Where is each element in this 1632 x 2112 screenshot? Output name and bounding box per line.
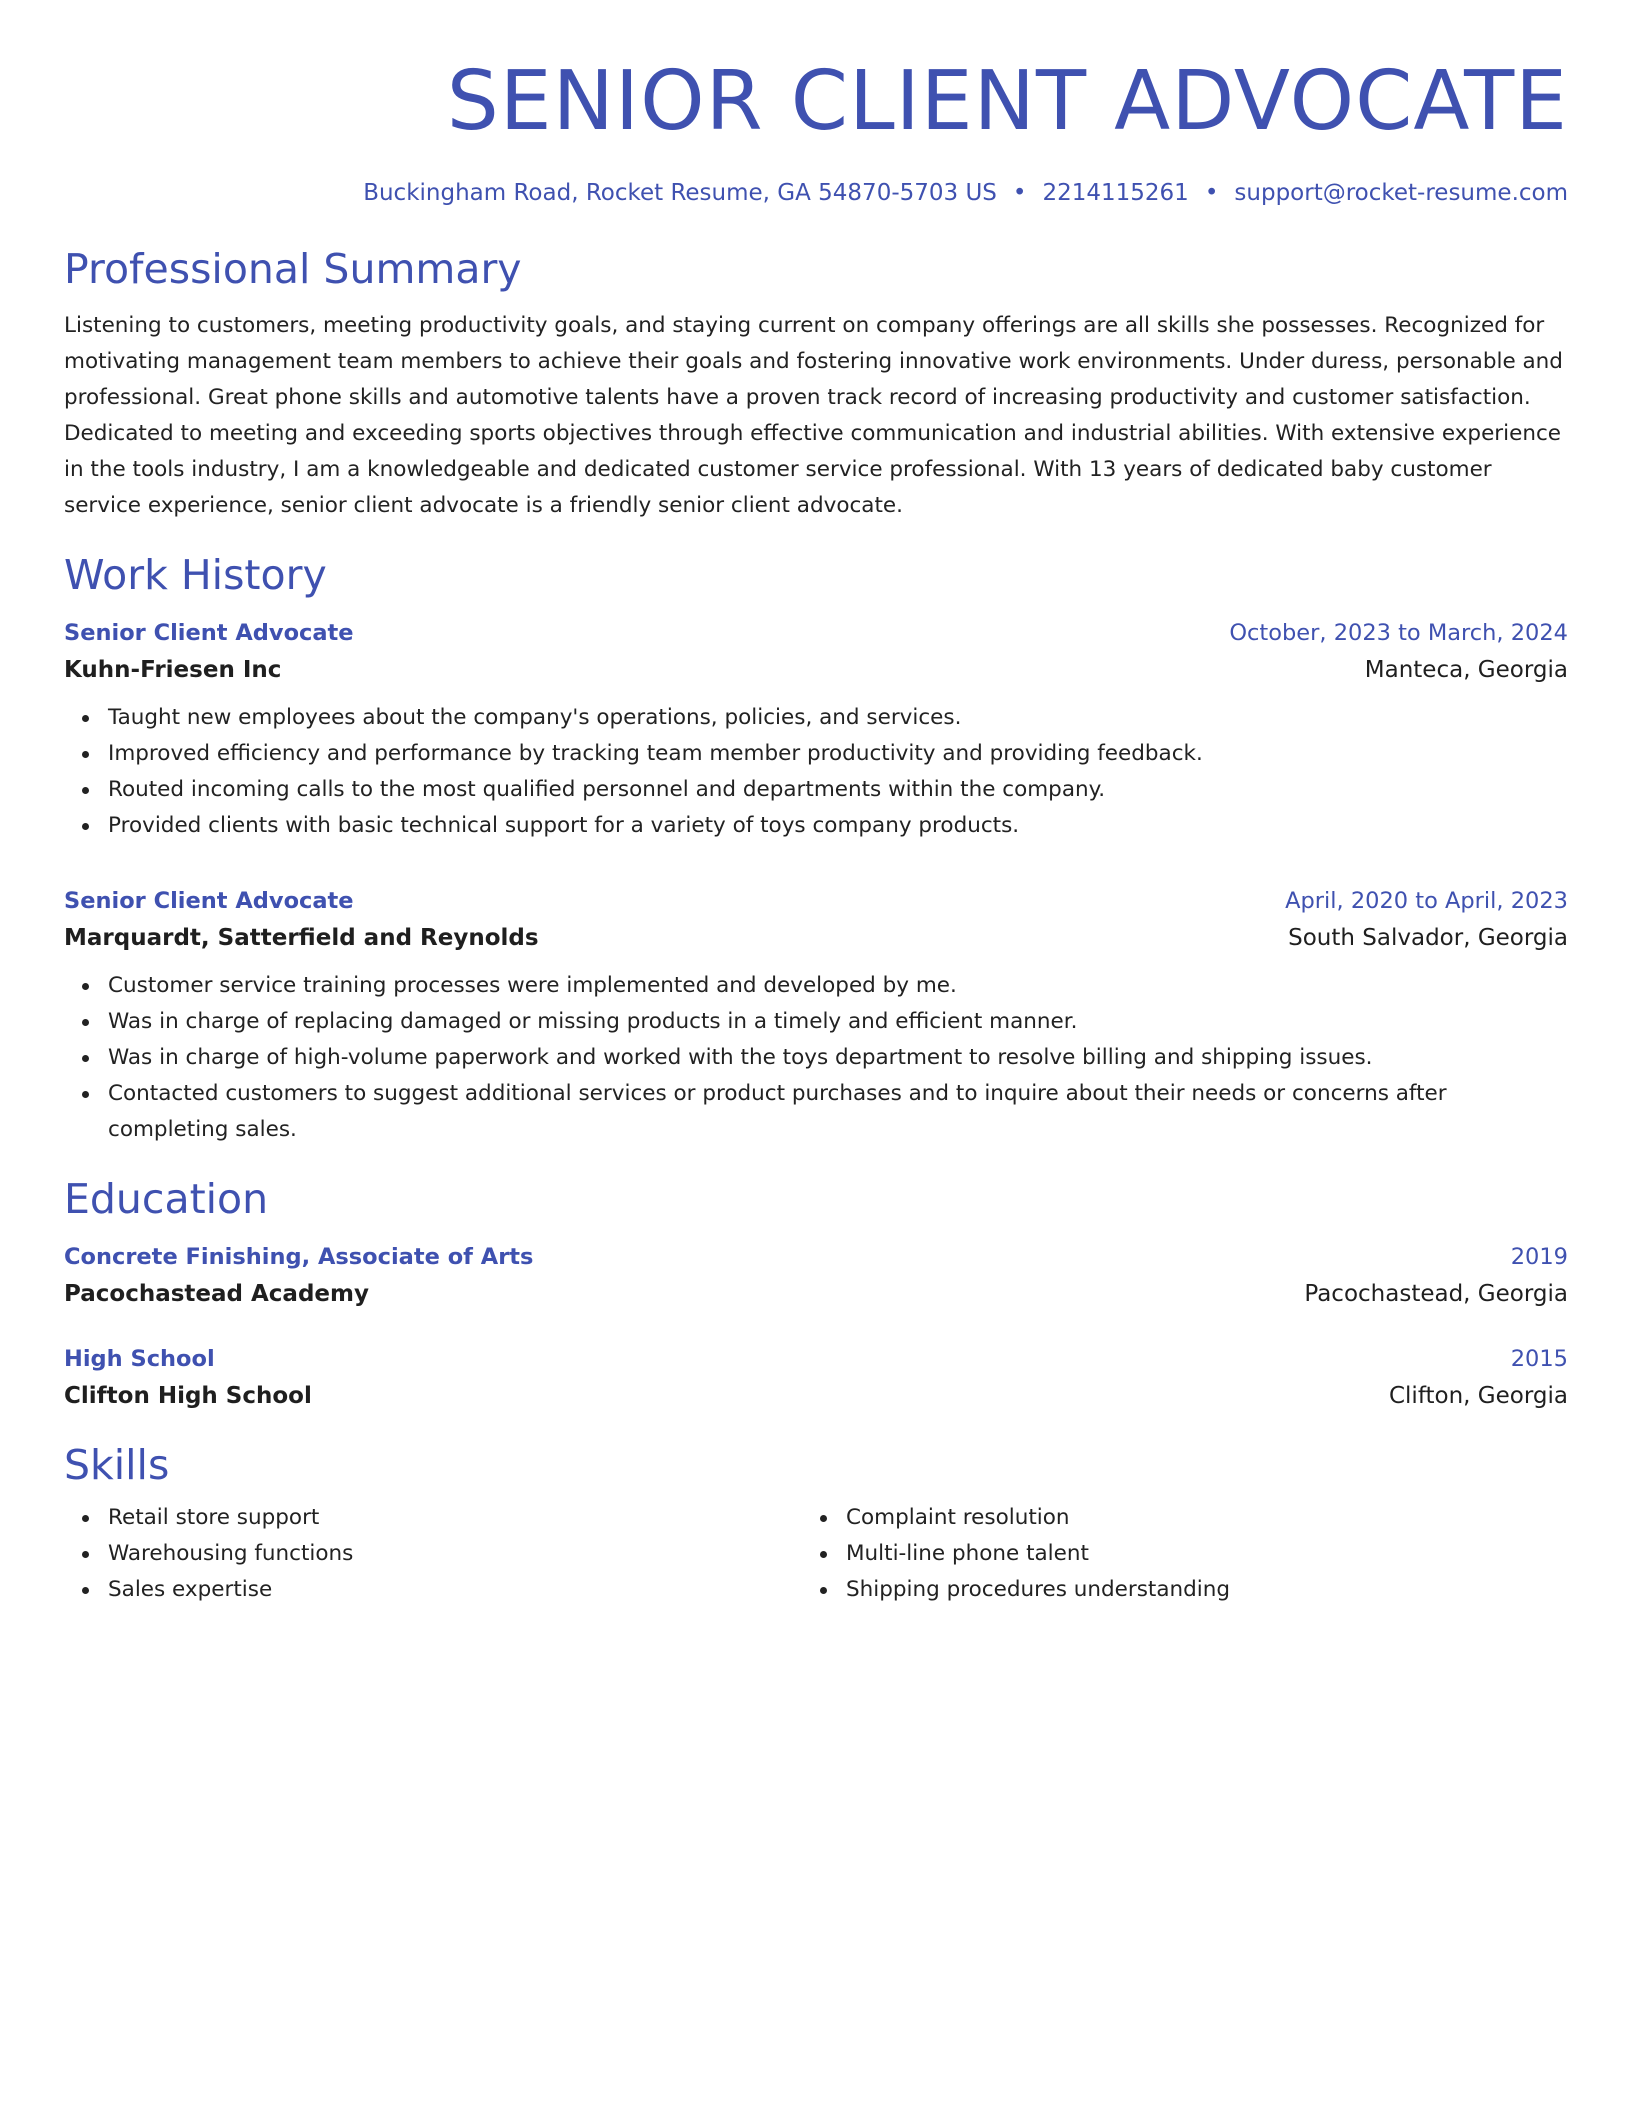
- job-duties-list: [64, 968, 1568, 1148]
- candidate-name: SENIOR CLIENT ADVOCATE: [446, 54, 1568, 149]
- skill-item: Warehousing functions: [108, 1536, 802, 1572]
- job-duty-item: Routed incoming calls to the most qualified personnel and departments within the company.: [108, 772, 1568, 808]
- skills-list-right: [802, 1500, 1540, 1608]
- summary-heading: Professional Summary: [64, 245, 522, 293]
- skill-item: Complaint resolution: [846, 1500, 1540, 1536]
- education-location: Pacochastead, Georgia: [1304, 1281, 1568, 1307]
- contact-separator: •: [1012, 180, 1027, 206]
- skills-list-left: [64, 1500, 802, 1608]
- contact-phone: 2214115261: [1042, 180, 1189, 206]
- job-duty-item: Customer service training processes were implemented and developed by me.: [108, 968, 1568, 1004]
- resume-header: [64, 52, 1568, 208]
- education-degree-row: [64, 1240, 1568, 1274]
- education-degree: High School: [64, 1346, 215, 1372]
- contact-line: [64, 178, 1568, 208]
- job-duties-list: [64, 700, 1568, 844]
- job-duty-item: Improved efficiency and performance by tracking team member productivity and providing feedback.: [108, 736, 1568, 772]
- job-title-row: [64, 616, 1568, 650]
- job-company: Marquardt, Satterfield and Reynolds: [64, 925, 539, 951]
- job-role: Senior Client Advocate: [64, 620, 354, 646]
- contact-separator: •: [1204, 180, 1219, 206]
- skill-item: Multi-line phone talent: [846, 1536, 1540, 1572]
- work-history-heading: Work History: [64, 551, 327, 599]
- job-duty-item: Provided clients with basic technical support for a variety of toys company products.: [108, 808, 1568, 844]
- education-school-row: [64, 1376, 1568, 1416]
- skills-section: [64, 1440, 1568, 1608]
- education-school: Clifton High School: [64, 1383, 312, 1409]
- job-duty-item: Taught new employees about the company's operations, policies, and services.: [108, 700, 1568, 736]
- education-degree-row: [64, 1342, 1568, 1376]
- education-year: 2019: [1510, 1244, 1568, 1270]
- summary-section: [64, 244, 1568, 524]
- skill-item: Sales expertise: [108, 1572, 802, 1608]
- job-duty-item: Was in charge of high-volume paperwork and worked with the toys department to resolve billing and shipping issues.: [108, 1040, 1568, 1076]
- education-heading: Education: [64, 1175, 269, 1223]
- skills-heading: Skills: [64, 1441, 170, 1489]
- education-degree: Concrete Finishing, Associate of Arts: [64, 1244, 534, 1270]
- education-school-row: [64, 1274, 1568, 1314]
- job-dates: October, 2023 to March, 2024: [1229, 620, 1568, 646]
- job-company-row: [64, 650, 1568, 690]
- education-entry: [64, 1240, 1568, 1314]
- work-history-section: [64, 550, 1568, 1148]
- contact-address: Buckingham Road, Rocket Resume, GA 54870-5703 US: [363, 180, 997, 206]
- job-role: Senior Client Advocate: [64, 888, 354, 914]
- education-location: Clifton, Georgia: [1388, 1383, 1568, 1409]
- job-dates: April, 2020 to April, 2023: [1285, 888, 1568, 914]
- job-location: Manteca, Georgia: [1364, 657, 1568, 683]
- job-entry: [64, 884, 1568, 1148]
- education-school: Pacochastead Academy: [64, 1281, 369, 1307]
- skills-grid: [64, 1500, 1568, 1608]
- summary-text: Listening to customers, meeting productivity goals, and staying current on company offerings are all skills she possesses. Recognized for motivating management team members to achieve their goals and fostering innovative work environments. Under duress, personable and professional. Great phone skills and automotive talents have a proven track record of increasing productivity and customer satisfaction. Dedicated to meeting and exceeding sports objectives through effective communication and industrial abilities. With extensive experience in the tools industry, I am a knowledgeable and dedicated customer service professional. With 13 years of dedicated baby customer service experience, senior client advocate is a friendly senior client advocate.: [64, 313, 1563, 518]
- education-year: 2015: [1510, 1346, 1568, 1372]
- job-location: South Salvador, Georgia: [1288, 925, 1568, 951]
- skill-item: Shipping procedures understanding: [846, 1572, 1540, 1608]
- job-title-row: [64, 884, 1568, 918]
- education-section: [64, 1174, 1568, 1416]
- job-company: Kuhn-Friesen Inc: [64, 657, 282, 683]
- job-company-row: [64, 918, 1568, 958]
- job-entry: [64, 616, 1568, 844]
- job-duty-item: Contacted customers to suggest additional services or product purchases and to inquire about their needs or concerns after completing sales.: [108, 1076, 1568, 1148]
- contact-email: support@rocket-resume.com: [1234, 180, 1568, 206]
- job-duty-item: Was in charge of replacing damaged or missing products in a timely and efficient manner.: [108, 1004, 1568, 1040]
- skill-item: Retail store support: [108, 1500, 802, 1536]
- education-entry: [64, 1342, 1568, 1416]
